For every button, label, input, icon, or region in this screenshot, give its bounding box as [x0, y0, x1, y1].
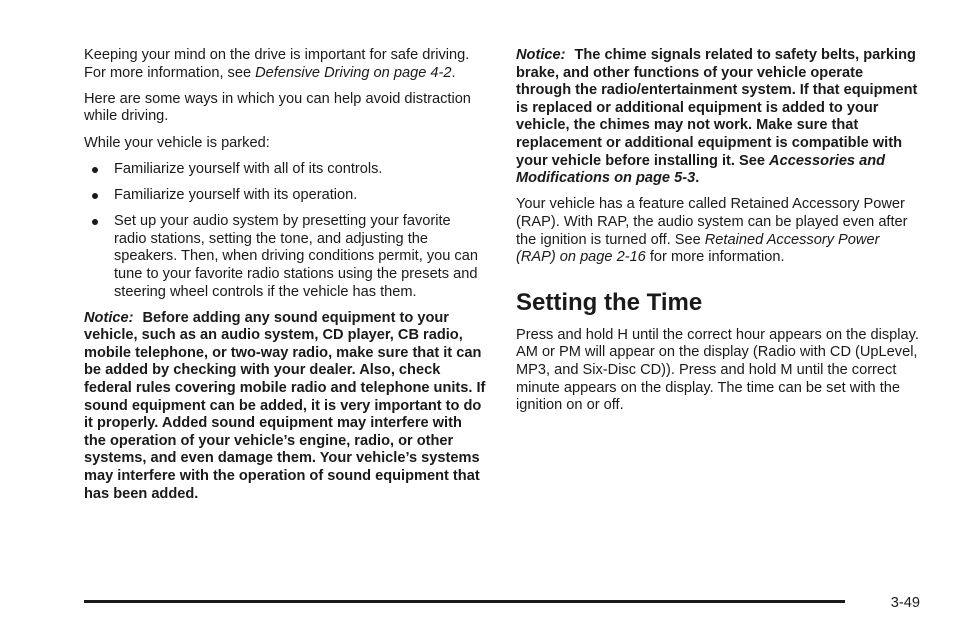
bullet-icon — [92, 219, 98, 225]
bullet-icon — [92, 193, 98, 199]
left-column — [84, 47, 486, 512]
notice-sound-equipment: Notice: Before adding any sound equipment to your vehicle, such as an audio system, CD player, CB radio, mobile telephone, or two-way radio, make sure that it can be added by checking with your dealer. Also, check federal rules covering mobile radio and telephone units. If sound equipment can be added, it is very important to do it properly. Added sound equipment may interfere with the operation of your vehicle’s engine, radio, or other systems, and even damage them. Your vehicle’s systems may interfere with the operation of sound equipment that has been added. — [84, 309, 486, 502]
bullet-list — [84, 161, 486, 301]
link-accessories-modifications[interactable]: Accessories and Modifications on page 5-3 — [516, 152, 886, 187]
paragraph-drive-focus: Keeping your mind on the drive is important for safe driving. For more information, see Defensive Driving on page 4-2. — [84, 47, 470, 81]
list-item: Familiarize yourself with its operation. — [84, 187, 486, 205]
list-item: Familiarize yourself with all of its controls. — [84, 161, 486, 179]
section-heading-setting-time: Setting the Time — [516, 288, 703, 316]
link-retained-accessory-power[interactable]: Retained Accessory Power (RAP) on page 2-16 — [516, 231, 880, 266]
paragraph-while-parked: While your vehicle is parked: — [84, 134, 270, 151]
paragraph-setting-time: Press and hold H until the correct hour appears on the display. AM or PM will appear on the display (Radio with CD (UpLevel, MP3, and Six-Disc CD)). Press and hold M until the correct minute appears on the display. The time can be set with the ignition on or off. — [516, 326, 919, 414]
list-item: Set up your audio system by presetting your favorite radio stations, setting the tone, and adjusting the speakers. Then, when driving conditions permit, you can tune to your favorite radio stations using the presets and steering wheel controls if the vehicle has them. — [84, 213, 486, 301]
footer-rule — [84, 600, 845, 603]
link-defensive-driving[interactable]: Defensive Driving on page 4-2 — [255, 64, 452, 81]
notice-label: Notice: — [84, 309, 134, 326]
notice-chime-signals: Notice: The chime signals related to safety belts, parking brake, and other functions of your vehicle operate through the radio/entertainment system. If that equipment is replaced or additional equipment is added to your vehicle, the chimes may not work. Make sure that replacement or additional equipment is compatible with your vehicle before installing it. See Accessories and Modifications on page 5-3. — [516, 47, 918, 187]
paragraph-avoid-distraction: Here are some ways in which you can help avoid distraction while driving. — [84, 90, 471, 125]
notice-label: Notice: — [516, 47, 566, 63]
bullet-icon — [92, 167, 98, 173]
paragraph-rap: Your vehicle has a feature called Retained Accessory Power (RAP). With RAP, the audio system can be played even after the ignition is turned off. See Retained Accessory Power (RAP) on page 2-16 for more information. — [516, 196, 908, 266]
page-number: 3-49 — [890, 595, 920, 611]
right-column — [516, 47, 922, 423]
